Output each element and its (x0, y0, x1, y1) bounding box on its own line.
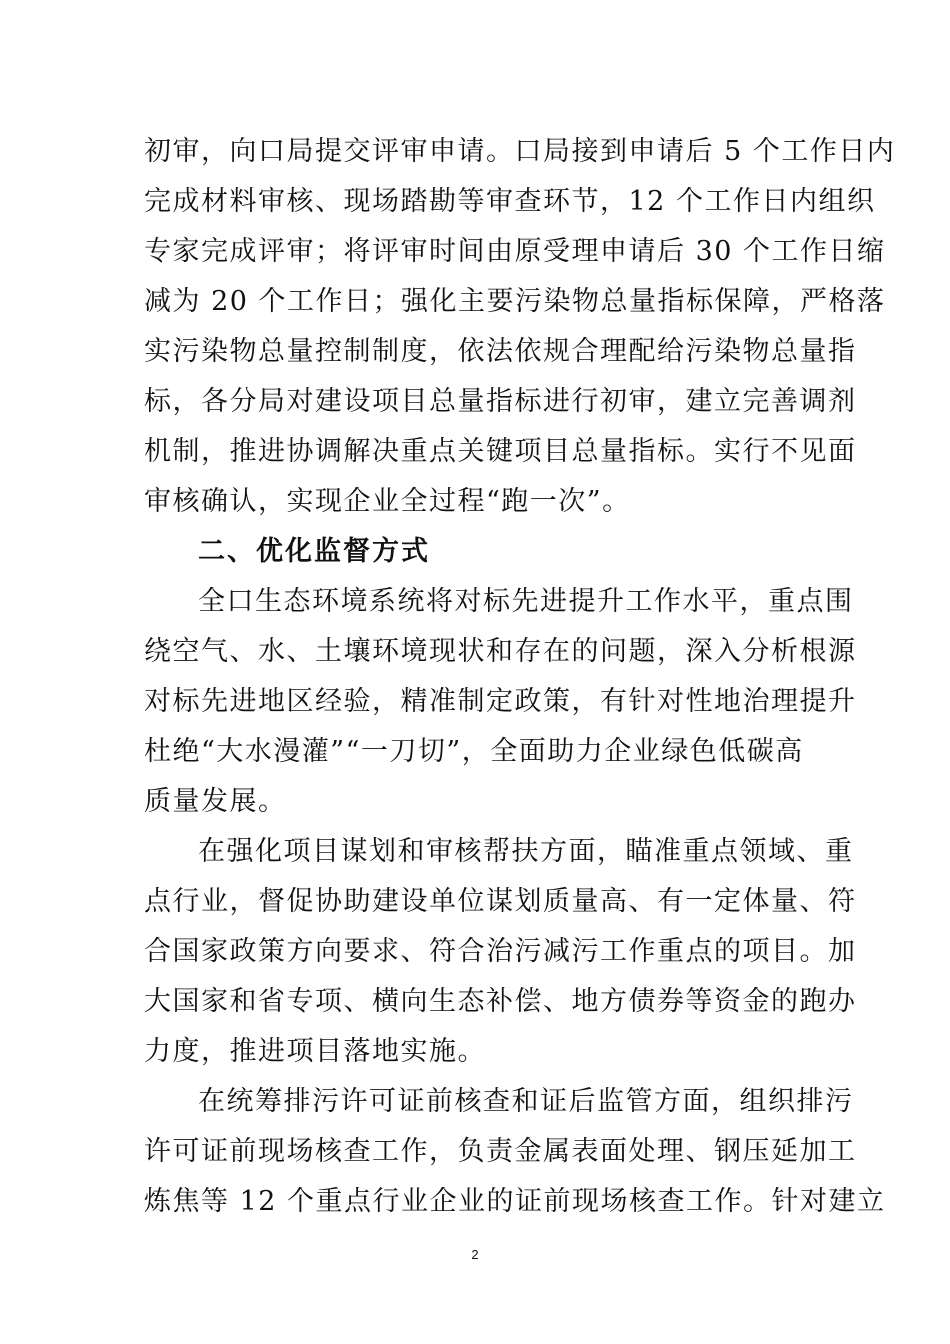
paragraph-line: 力度，推进项目落地实施。 (144, 1036, 486, 1067)
paragraph-line: 标，各分局对建设项目总量指标进行初审，建立完善调剂 (144, 386, 857, 417)
paragraph-line: 初审，向口局提交评审申请。口局接到申请后 5 个工作日内 (144, 136, 896, 167)
paragraph-line: 杜绝“大水漫灌”“一刀切”，全面助力企业绿色低碳高 (144, 736, 804, 767)
paragraph-line: 在统筹排污许可证前核查和证后监管方面，组织排污 (198, 1086, 854, 1117)
paragraph-line: 专家完成评审；将评审时间由原受理申请后 30 个工作日缩 (144, 236, 886, 267)
paragraph-line: 在强化项目谋划和审核帮扶方面，瞄准重点领域、重 (198, 836, 854, 867)
paragraph-line: 减为 20 个工作日；强化主要污染物总量指标保障，严格落 (144, 286, 886, 317)
paragraph-line: 实污染物总量控制制度，依法依规合理配给污染物总量指 (144, 336, 857, 367)
paragraph-line: 完成材料审核、现场踏勘等审查环节，12 个工作日内组织 (144, 186, 876, 217)
paragraph-line: 大国家和省专项、横向生态补偿、地方债券等资金的跑办 (144, 986, 857, 1017)
paragraph-line: 绕空气、水、土壤环境现状和存在的问题，深入分析根源 (144, 636, 857, 667)
section-heading: 二、优化监督方式 (198, 536, 430, 567)
page-number: 2 (471, 1247, 479, 1262)
paragraph-line: 合国家政策方向要求、符合治污减污工作重点的项目。加 (144, 936, 857, 967)
paragraph-line: 炼焦等 12 个重点行业企业的证前现场核查工作。针对建立 (144, 1186, 886, 1217)
paragraph-line: 全口生态环境系统将对标先进提升工作水平，重点围 (198, 586, 854, 617)
paragraph-line: 对标先进地区经验，精准制定政策，有针对性地治理提升 (144, 686, 857, 717)
paragraph-line: 审核确认，实现企业全过程“跑一次”。 (144, 486, 631, 517)
paragraph-line: 质量发展。 (144, 786, 287, 817)
paragraph-line: 点行业，督促协助建设单位谋划质量高、有一定体量、符 (144, 886, 857, 917)
paragraph-line: 许可证前现场核查工作，负责金属表面处理、钢压延加工 (144, 1136, 857, 1167)
paragraph-line: 机制，推进协调解决重点关键项目总量指标。实行不见面 (144, 436, 857, 467)
